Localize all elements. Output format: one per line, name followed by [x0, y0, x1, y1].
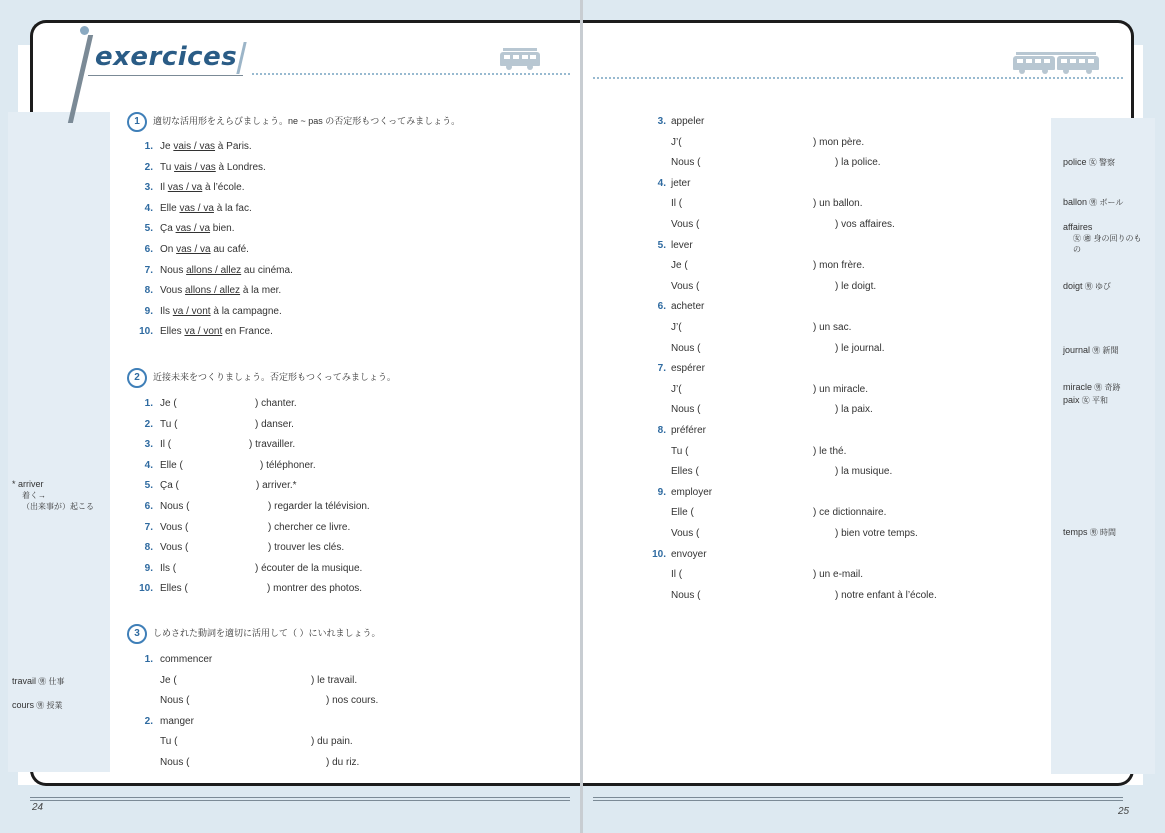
exercise-line [160, 222, 235, 235]
item-number: 5. [144, 480, 153, 492]
gloss-entry [1063, 281, 1111, 292]
blank-subject: Tu ( [160, 418, 178, 430]
blank-rest: ) mon père. [813, 136, 865, 148]
section-1-badge: 1 [127, 112, 147, 132]
sentence-end: bien. [210, 223, 235, 235]
blank-rest: ) vos affaires. [835, 219, 895, 230]
gloss-meaning: ㊚ ゆび [1084, 282, 1111, 291]
item-number: 2. [144, 161, 153, 173]
left-page [0, 0, 580, 833]
gloss-meaning: 着く→ [22, 491, 46, 500]
verb-infinitive: acheter [671, 301, 705, 313]
section-3-badge: 3 [127, 624, 147, 644]
exercise-line [160, 264, 293, 277]
blank-rest: ) du riz. [326, 757, 360, 768]
blank-rest: ) nos cours. [326, 695, 379, 707]
exercise-line [160, 140, 252, 153]
gloss-meaning: ㊛ 警察 [1088, 158, 1115, 167]
blank-rest: ) notre enfant à l’école. [835, 589, 937, 601]
gloss-word: temps [1063, 527, 1088, 537]
blank-rest: ) la paix. [835, 404, 873, 416]
gloss-word: journal [1063, 345, 1091, 355]
blank-subject: Nous ( [671, 342, 701, 354]
blank-subject: Vous ( [160, 521, 189, 533]
sentence-end: à la mer. [240, 285, 282, 297]
blank-subject: Elle ( [160, 459, 183, 471]
item-number: 4. [144, 202, 153, 214]
exercise-line [160, 284, 281, 297]
sentence-end: à Londres. [215, 161, 266, 173]
verb-infinitive: espérer [671, 363, 705, 375]
page-frame [30, 20, 580, 786]
gloss-meaning: ㊚ 仕事 [38, 677, 65, 686]
sentence-end: à Paris. [215, 141, 252, 152]
item-number: 2. [144, 418, 153, 430]
item-number: 6. [144, 501, 153, 512]
blank-subject: Nous ( [160, 757, 190, 768]
blank-subject: Il ( [160, 439, 172, 451]
gloss-meaning: ㊛ ㊜ 身の回りのも [1073, 234, 1142, 243]
section-2-instruction: 近接未来をつくりましょう。否定形もつくってみましょう。 [153, 372, 396, 382]
exercise-line [160, 325, 273, 338]
item-number: 1. [144, 398, 153, 409]
answer-choices: vas / va [179, 202, 214, 214]
blank-subject: Nous ( [671, 404, 701, 416]
section-1-instruction: 適切な活用形をえらびましょう。ne ~ pas の否定形もつくってみましょう。 [153, 116, 461, 126]
blank-rest: ) danser. [255, 418, 294, 430]
gloss-word: * arriver [12, 479, 44, 489]
footer-rule [30, 797, 570, 798]
title-dotted-rule [252, 73, 570, 75]
blank-rest: ) téléphoner. [260, 459, 316, 471]
answer-choices: allons / allez [186, 264, 242, 276]
title-dot [80, 26, 89, 35]
sentence-start: On [160, 244, 177, 255]
item-number: 1. [144, 654, 153, 665]
gloss-meaning: ㊚ 奇跡 [1094, 383, 1121, 392]
sentence-start: Vous [160, 285, 186, 297]
gloss-meaning: ㊛ 平和 [1081, 396, 1108, 405]
sentence-end: au café. [210, 244, 249, 255]
gloss-word: doigt [1063, 281, 1083, 291]
footer-rule-right [593, 797, 1123, 798]
blank-subject: Tu ( [160, 736, 178, 748]
page-number-right: 25 [1118, 806, 1130, 817]
blank-rest: ) ce dictionnaire. [813, 507, 887, 519]
blank-rest: ) le journal. [835, 342, 885, 354]
item-number: 2. [144, 715, 153, 727]
answer-choices: va / vont [184, 326, 223, 338]
gloss-word: ballon [1063, 197, 1088, 207]
gloss-entry [1063, 382, 1120, 393]
blank-subject: Il ( [671, 198, 683, 210]
blank-subject: Vous ( [671, 280, 700, 292]
item-number: 8. [144, 285, 153, 297]
gloss-entry [1063, 345, 1119, 356]
item-number: 7. [144, 521, 153, 533]
page-title: exercices [95, 42, 238, 72]
gloss-meaning: （出来事が）起こる [22, 502, 94, 511]
blank-rest: ) la musique. [835, 466, 893, 478]
verb-infinitive: manger [160, 715, 194, 727]
gloss-word: travail [12, 676, 37, 686]
item-number: 6. [657, 301, 666, 313]
footer-band-right [583, 785, 1165, 833]
gloss-entry [12, 479, 94, 512]
exercise-line [160, 202, 252, 215]
blank-subject: Il ( [671, 569, 683, 581]
verb-infinitive: envoyer [671, 548, 707, 560]
blank-rest: ) du pain. [311, 736, 353, 748]
blank-subject: Nous ( [160, 695, 190, 707]
blank-subject: Vous ( [160, 542, 189, 554]
item-number: 7. [144, 264, 153, 276]
sentence-start: Ça [160, 223, 176, 235]
blank-rest: ) bien votre temps. [835, 528, 918, 539]
right-page [583, 0, 1165, 833]
footer-rule-2 [30, 800, 570, 801]
gloss-entry [12, 676, 64, 687]
answer-choices: vas / va [167, 182, 203, 194]
blank-subject: Elle ( [671, 507, 694, 519]
gloss-entry [1063, 197, 1123, 208]
verb-infinitive: appeler [671, 116, 705, 127]
blank-subject: Elles ( [671, 466, 699, 478]
sentence-start: Elle [160, 202, 180, 214]
gloss-meaning: の [1073, 245, 1081, 254]
blank-rest: ) un ballon. [813, 198, 863, 210]
blank-subject: J’( [671, 322, 682, 333]
gloss-word: paix [1063, 395, 1080, 405]
sentence-start: Tu [160, 161, 175, 173]
blank-rest: ) un e-mail. [813, 569, 864, 581]
item-number: 5. [144, 223, 153, 235]
gloss-word: police [1063, 157, 1087, 167]
blank-subject: Vous ( [671, 219, 700, 230]
blank-rest: ) montrer des photos. [267, 583, 363, 595]
item-number: 9. [144, 562, 153, 574]
sentence-end: à la fac. [213, 202, 252, 214]
gloss-meaning: ㊚ ボール [1089, 198, 1124, 207]
gloss-entry [1063, 395, 1108, 406]
exercise-line [160, 305, 282, 318]
answer-choices: vais / vas [174, 161, 216, 173]
answer-choices: vas / va [176, 244, 211, 255]
verb-infinitive: jeter [671, 177, 691, 189]
gloss-entry [1063, 527, 1116, 538]
blank-subject: Je ( [160, 398, 177, 409]
gloss-word: affaires [1063, 222, 1093, 232]
blank-rest: ) trouver les clés. [268, 542, 345, 554]
gloss-meaning: ㊚ 授業 [36, 701, 63, 710]
blank-rest: ) le doigt. [835, 280, 877, 292]
blank-rest: ) regarder la télévision. [268, 501, 370, 512]
blank-subject: Elles ( [160, 583, 188, 595]
blank-subject: Nous ( [671, 589, 701, 601]
gloss-sidebar [8, 112, 110, 772]
blank-subject: Tu ( [671, 445, 689, 457]
blank-subject: Vous ( [671, 528, 700, 539]
footer-band [0, 785, 580, 833]
blank-rest: ) le thé. [813, 445, 847, 457]
blank-subject: Je ( [160, 674, 177, 686]
blank-subject: J’( [671, 383, 682, 395]
item-number: 3. [144, 182, 153, 194]
blank-rest: ) un miracle. [813, 383, 869, 395]
page-number-left: 24 [32, 802, 44, 813]
sentence-end: en France. [222, 326, 273, 338]
sentence-end: à l’école. [202, 182, 245, 194]
item-number: 8. [657, 425, 666, 436]
item-number: 3. [144, 439, 153, 451]
exercise-line [160, 243, 249, 256]
answer-choices: va / vont [172, 305, 211, 317]
item-number: 9. [657, 486, 666, 498]
item-number: 10. [139, 326, 153, 338]
item-number: 1. [144, 141, 153, 152]
gloss-word: miracle [1063, 382, 1093, 392]
gloss-entry [1063, 222, 1141, 255]
header-dotted-rule [593, 77, 1123, 79]
item-number: 3. [657, 116, 666, 127]
sentence-start: Il [160, 182, 168, 194]
blank-subject: Je ( [671, 260, 688, 272]
footer-rule-right-2 [593, 800, 1123, 801]
sentence-start: Ils [160, 305, 173, 317]
gloss-word: cours [12, 700, 35, 710]
item-number: 10. [652, 548, 666, 560]
sentence-start: Nous [160, 264, 187, 276]
section-2-badge: 2 [127, 368, 147, 388]
item-number: 9. [144, 305, 153, 317]
exercise-line [160, 181, 245, 194]
sentence-start: Elles [160, 326, 185, 338]
sentence-end: au cinéma. [241, 264, 293, 276]
blank-subject: Ils ( [160, 562, 177, 574]
blank-rest: ) la police. [835, 157, 881, 169]
verb-infinitive: employer [671, 486, 713, 498]
blank-rest: ) arriver.* [256, 480, 297, 492]
answer-choices: vas / va [175, 223, 211, 235]
blank-rest: ) travailler. [249, 439, 296, 451]
section-3-instruction: しめされた動詞を適切に活用して（ ）にいれましょう。 [153, 628, 381, 638]
answer-choices: vais / vas [173, 141, 216, 152]
gloss-meaning: ㊚ 新聞 [1092, 346, 1119, 355]
verb-infinitive: commencer [160, 654, 213, 665]
gloss-entry [1063, 157, 1115, 168]
sentence-end: à la campagne. [210, 305, 282, 317]
item-number: 4. [144, 459, 153, 471]
blank-subject: J’( [671, 136, 682, 148]
blank-rest: ) chanter. [255, 398, 297, 409]
item-number: 5. [657, 239, 666, 251]
verb-infinitive: lever [671, 239, 693, 251]
sentence-start: Je [160, 141, 174, 152]
exercise-line [160, 161, 266, 174]
item-number: 7. [657, 363, 666, 375]
blank-rest: ) le travail. [311, 674, 358, 686]
gloss-meaning: ㊚ 時間 [1089, 528, 1116, 537]
item-number: 8. [144, 542, 153, 554]
blank-rest: ) chercher ce livre. [268, 521, 351, 533]
item-number: 4. [657, 177, 666, 189]
gloss-entry [12, 700, 62, 711]
item-number: 10. [139, 583, 153, 595]
item-number: 6. [144, 244, 153, 255]
blank-subject: Nous ( [671, 157, 701, 169]
blank-subject: Ça ( [160, 480, 179, 492]
verb-infinitive: préférer [671, 425, 707, 436]
blank-rest: ) un sac. [813, 322, 852, 333]
blank-subject: Nous ( [160, 501, 190, 512]
title-underline [88, 75, 243, 76]
blank-rest: ) écouter de la musique. [255, 562, 363, 574]
gloss-sidebar-right [1051, 118, 1155, 774]
blank-rest: ) mon frère. [813, 260, 865, 272]
answer-choices: allons / allez [185, 285, 241, 297]
